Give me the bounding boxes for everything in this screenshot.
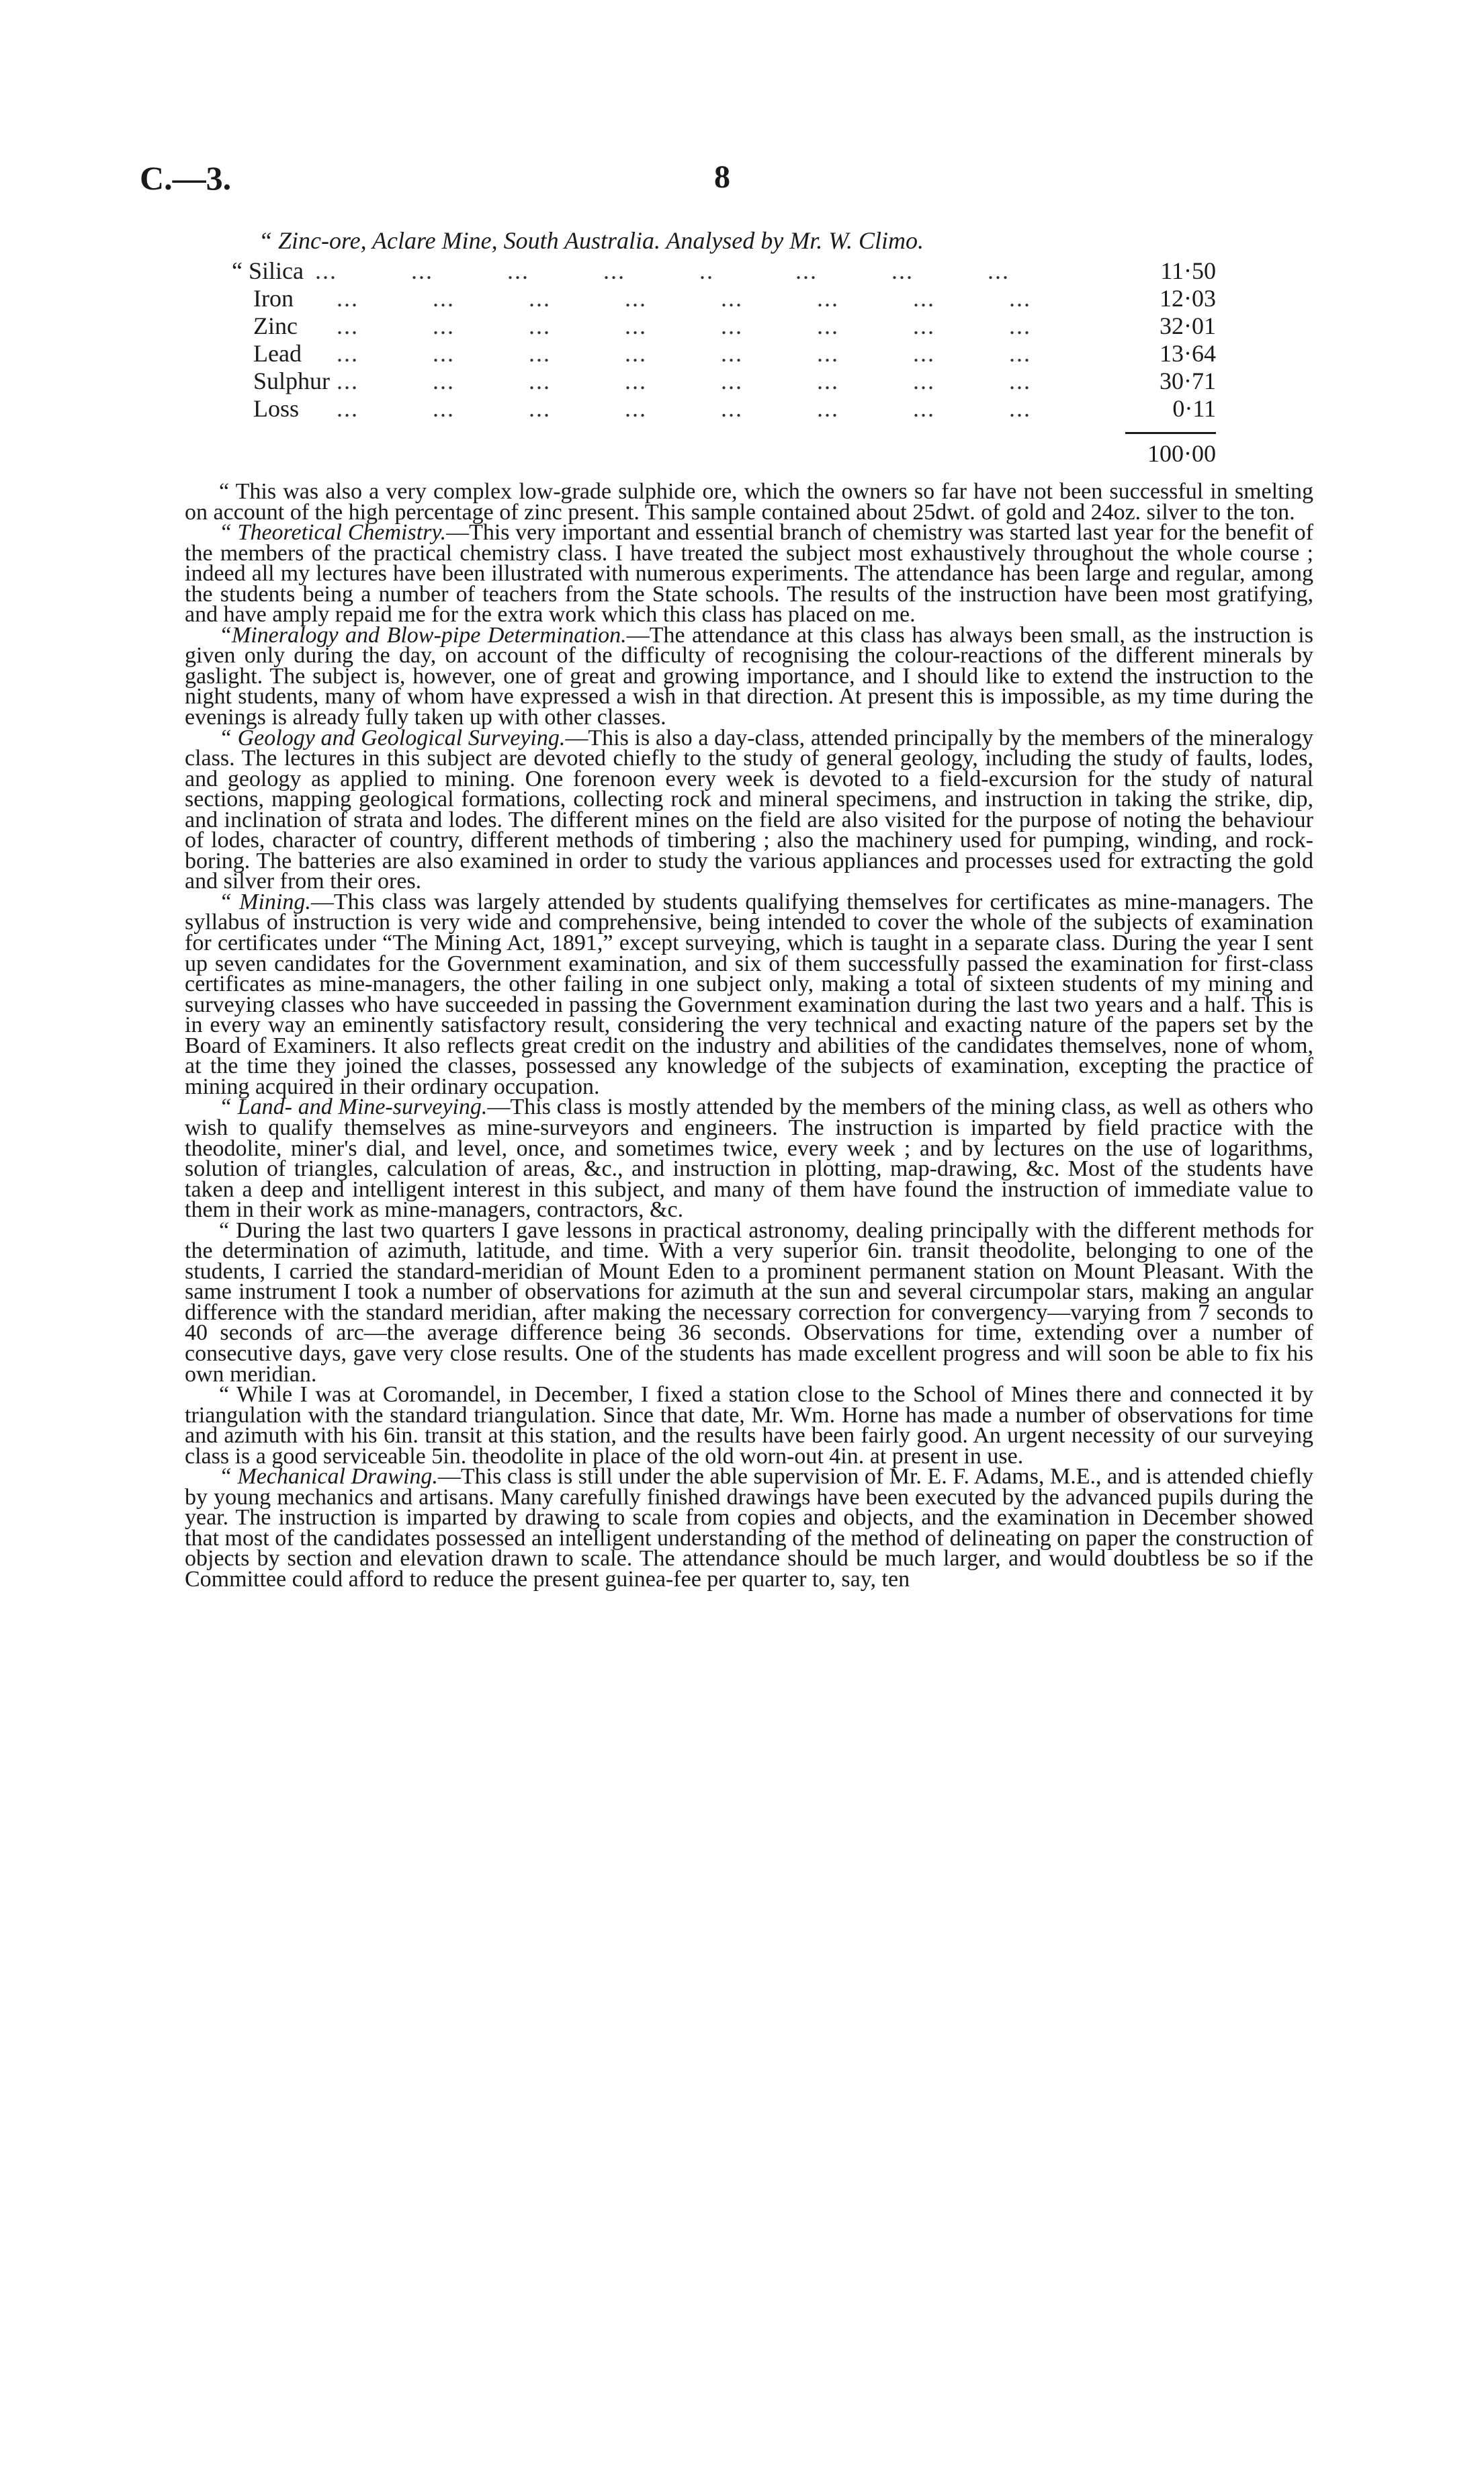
paragraph-text: —The attendance at this class has always been small, as the instruction is given only during the day, on account of the difficulty of recognising the colour-reactions of the different minerals by gaslight. The subject is, however, one of great and growing importance, and I should like to extend the instruction to the night students, many of whom have expressed a wish in that direction. At present this is impossible, as my time during the evenings is already fully taken up with other classes. bbox=[185, 622, 1313, 730]
dot-leader: ... ... ... ... ... ... ... ... bbox=[337, 285, 1031, 312]
paragraph-text: “ While I was at Coromandel, in December, I fixed a station close to the School of Mines there and connected it by triangulation with the standard triangulation. Since that date, Mr. Wm. Horne has made a number of observations for time and azimuth with his 6in. transit at this station, and the results have been fairly good. An urgent necessity of our surveying class is a good serviceable 5in. theodolite in place of the old worn-out 4in. at present in use. bbox=[185, 1382, 1313, 1469]
paragraph bbox=[185, 889, 1314, 1099]
analysis-row bbox=[232, 285, 1216, 312]
analysis-row bbox=[232, 395, 1216, 423]
element-value: 0·11 bbox=[1172, 395, 1216, 422]
paragraph bbox=[185, 1217, 1313, 1387]
element-name: Loss bbox=[253, 395, 300, 422]
paragraph bbox=[185, 1382, 1313, 1469]
paragraph-text: —This class is still under the able supervision of Mr. E. F. Adams, M.E., and is attended chiefly by young mechanics and artisans. Many carefully finished drawings have been executed by the advanced pupils during the year. The instruction is imparted by drawing to scale from copies and objects, and the examination in December showed that most of the candidates possessed an intelligent understanding of the method of delineating on paper the construction of objects by section and elevation drawn to scale. The attendance should be much larger, and would doubtless be so if the Committee could afford to reduce the present guinea-fee per quarter to, say, ten bbox=[185, 1464, 1313, 1592]
paragraph bbox=[185, 622, 1313, 730]
paragraph bbox=[185, 725, 1313, 894]
paragraph-text: —This class is mostly attended by the members of the mining class, as well as others who wish to qualify themselves as mine-surveyors and engineers. The instruction is imparted by field practice with the theodolite, miner's dial, and level, once, and sometimes twice, every week ; and by lectures on the use of logarithms, solution of triangles, calculation of areas, &c., and instruction in plotting, map-drawing, &c. Most of the students have taken a deep and intelligent interest in this subject, and many of them have found the instruction of immediate value to them in their work as mine-managers, contractors, &c. bbox=[185, 1094, 1313, 1223]
element-name: Sulphur bbox=[253, 368, 331, 394]
analysis-title: “ Zinc-ore, Aclare Mine, South Australia. Analysed by Mr. W. Climo. bbox=[259, 227, 924, 254]
dot-leader: ... ... ... ... ... ... ... ... bbox=[337, 368, 1031, 394]
element-value: 30·71 bbox=[1160, 368, 1216, 394]
paragraph-text: —This is also a day-class, attended principally by the members of the mineralogy class. The lectures in this subject are devoted chiefly to the study of general geology, including the study of faults, lodes, and geology as applied to mining. One forenoon every week is devoted to a field-excursion for the study of natural sections, mapping geological formations, collecting rock and mineral specimens, and instruction in taking the strike, dip, and inclination of strata and lodes. The different mines on the field are also visited for the purpose of noting the behaviour of lodes, character of country, different methods of timbering ; also the machinery used for pumping, winding, and rock-boring. The batteries are also examined in order to study the various appliances and processes used for extracting the gold and silver from their ores. bbox=[185, 725, 1313, 894]
paragraph bbox=[185, 1094, 1313, 1223]
element-name: Iron bbox=[253, 285, 294, 312]
analysis-row bbox=[232, 257, 1216, 285]
dot-leader: ... ... ... ... ... ... ... ... bbox=[337, 395, 1031, 422]
dot-leader: ... ... ... ... .. ... ... ... bbox=[315, 257, 1010, 284]
element-value: 32·01 bbox=[1160, 312, 1216, 339]
analysis-row bbox=[232, 340, 1216, 368]
element-value: 12·03 bbox=[1160, 285, 1216, 312]
page-number: 8 bbox=[714, 159, 730, 195]
document-reference: C.—3. bbox=[140, 159, 232, 197]
paragraph-text: —This very important and essential branch of chemistry was started last year for the benefit of the members of the practical chemistry class. I have treated the subject most exhaustively throughout the whole course ; indeed all my lectures have been illustrated with numerous experiments. The attendance has been large and regular, among the students being a number of teachers from the State schools. The results of the instruction have been most gratifying, and have amply repaid me for the extra work which this class has placed on me. bbox=[185, 520, 1314, 628]
element-value: 13·64 bbox=[1160, 340, 1216, 367]
total-rule bbox=[1125, 432, 1216, 434]
paragraph-heading: “ Mechanical Drawing. bbox=[219, 1464, 438, 1490]
element-value: 11·50 bbox=[1160, 257, 1216, 284]
dot-leader: ... ... ... ... ... ... ... ... bbox=[337, 312, 1031, 339]
paragraph-text: “ During the last two quarters I gave lessons in practical astronomy, dealing principally with the different methods for the determination of azimuth, latitude, and time. With a very superior 6in. transit theodolite, belonging to one of the students, I carried the standard-meridian of Mount Eden to a prominent permanent station on Mount Pleasant. With the same instrument I took a number of observations for azimuth at the sun and several circumpolar stars, making an angular difference with the standard meridian, after making the necessary correction for convergency—varying from 7 seconds to 40 seconds of arc—the average difference being 36 seconds. Observations for time, extending over a number of consecutive days, gave very close results. One of the students has made excellent progress and will soon be able to fix his own meridian. bbox=[185, 1217, 1313, 1387]
paragraph-text: —This class was largely attended by students qualifying themselves for certificates as mine-managers. The syllabus of instruction is very wide and comprehensive, being intended to cover the whole of the subjects of examination for certificates under “The Mining Act, 1891,” except surveying, which is taught in a separate class. During the year I sent up seven candidates for the Government examination, and six of them successfully passed the examination for first-class certificates as mine-managers, the other failing in one subject only, making a total of sixteen students of my mining and surveying classes who have succeeded in passing the Government examination during the last two years and a half. This is in every way an eminently satisfactory result, considering the very technical and exacting nature of the papers set by the Board of Examiners. It also reflects great credit on the industry and abilities of the candidates themselves, none of whom, at the time they joined the classes, possessed any knowledge of the subjects of examination, excepting the practice of mining acquired in their ordinary occupation. bbox=[185, 889, 1314, 1099]
paragraph-heading: “ Geology and Geological Surveying. bbox=[219, 725, 566, 750]
element-name: Zinc bbox=[253, 312, 298, 339]
element-name: Lead bbox=[253, 340, 302, 367]
paragraph bbox=[185, 520, 1314, 628]
dot-leader: ... ... ... ... ... ... ... ... bbox=[337, 340, 1031, 367]
body-text bbox=[185, 479, 1314, 1592]
element-name: “ Silica bbox=[232, 257, 304, 284]
paragraph-text: “ This was also a very complex low-grade sulphide ore, which the owners so far have not been successful in smelting on account of the high percentage of zinc present. This sample contained about 25dwt. of gold and 24oz. silver to the ton. bbox=[185, 479, 1313, 525]
paragraph-heading: “ Land- and Mine-surveying. bbox=[219, 1094, 488, 1120]
paragraph-heading: “ Mining. bbox=[219, 889, 311, 914]
analysis-total: 100·00 bbox=[1147, 440, 1216, 467]
analysis-row bbox=[232, 312, 1216, 340]
page-header bbox=[140, 159, 1322, 206]
paragraph-heading: “ Theoretical Chemistry. bbox=[219, 520, 447, 546]
paragraph bbox=[185, 1464, 1313, 1592]
paragraph bbox=[185, 479, 1313, 525]
paragraph-heading: “Mineralogy and Blow-pipe Determination. bbox=[219, 622, 627, 648]
zinc-ore-analysis-table bbox=[232, 224, 1216, 469]
analysis-row bbox=[232, 368, 1216, 395]
